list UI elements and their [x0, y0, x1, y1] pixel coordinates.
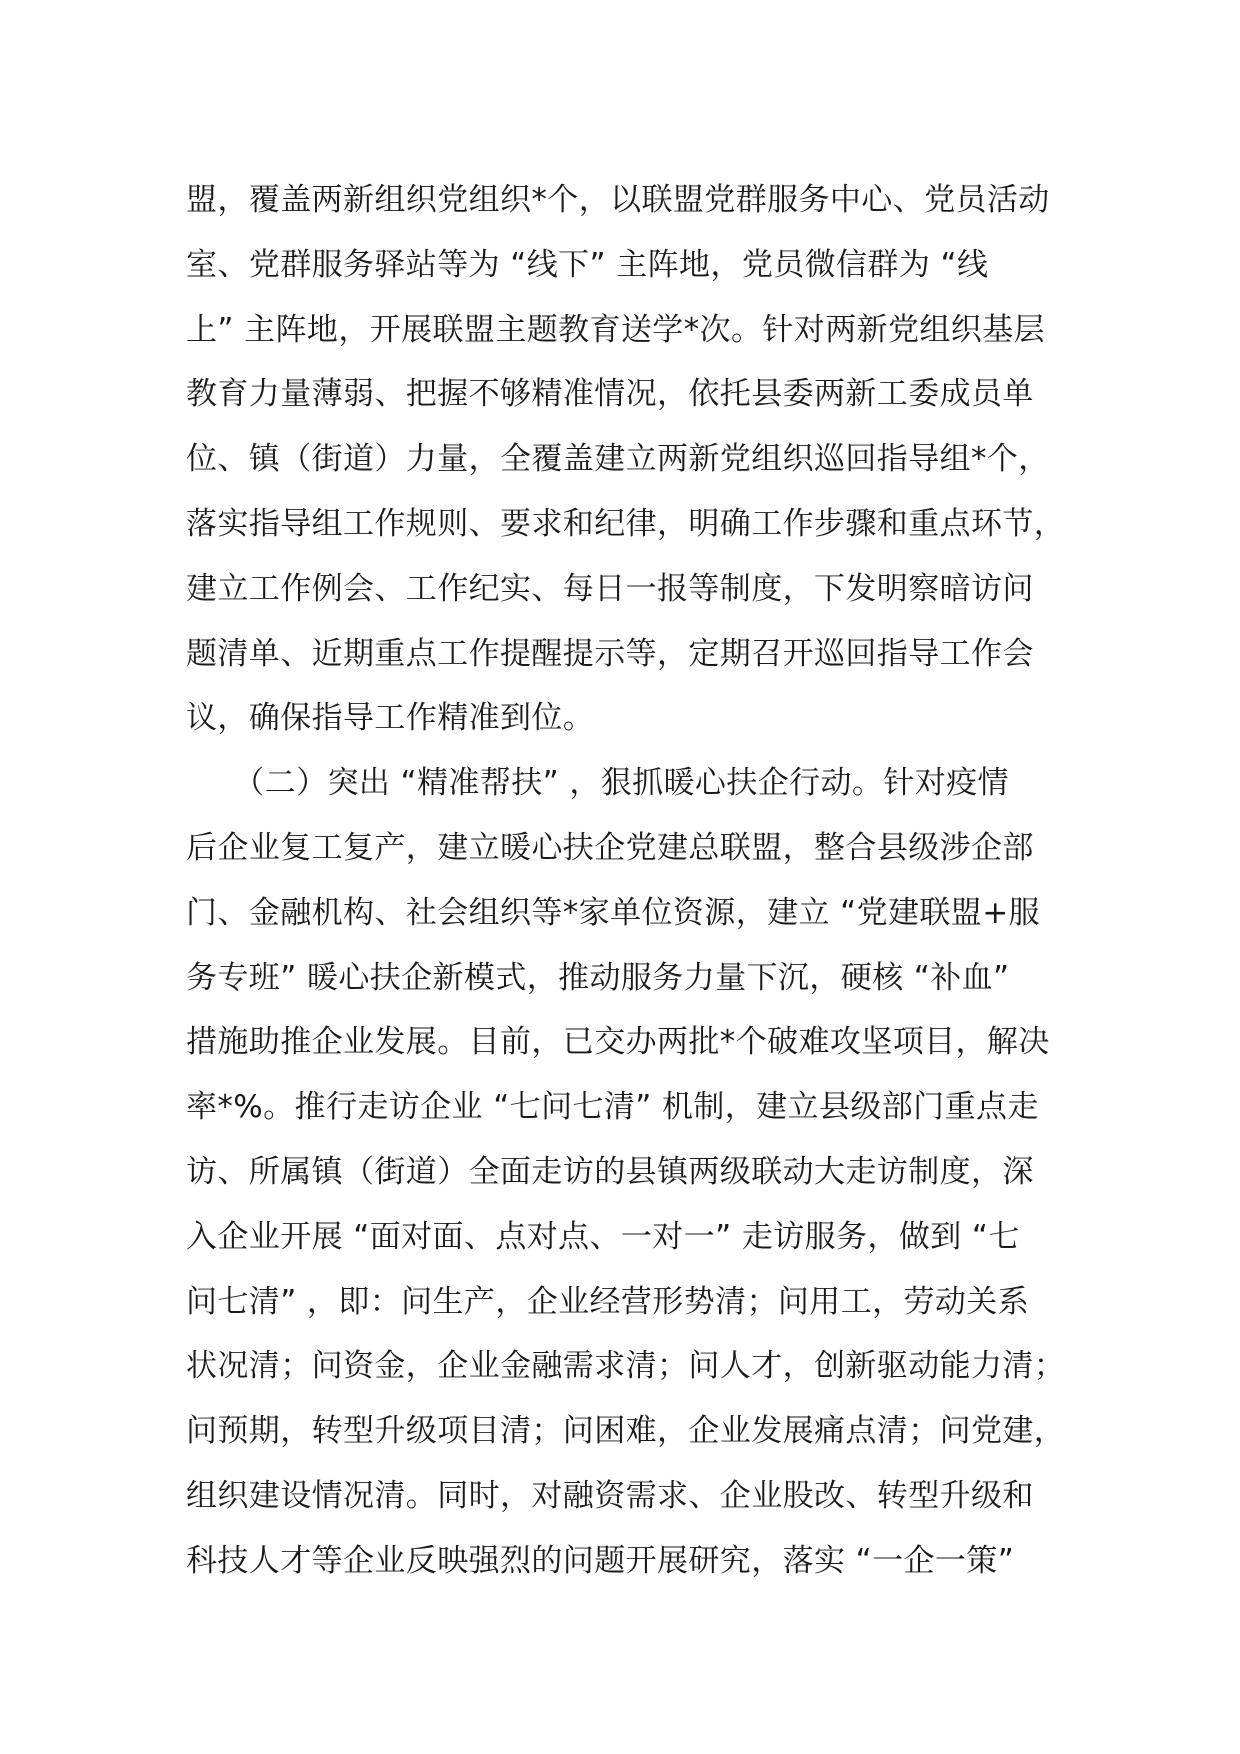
text-line: 入企业开展 “面对面、点对点、一对一” 走访服务，做到 “七 [186, 1218, 1020, 1255]
text-line: 盟，覆盖两新组织党组织*个，以联盟党群服务中心、党员活动 [186, 182, 1050, 218]
text-line: 措施助推企业发展。目前，已交办两批*个破难攻坚项目，解决 [186, 1024, 1050, 1061]
text-line: 组织建设情况清。同时，对融资需求、企业股改、转型升级和 [186, 1477, 1034, 1514]
text-line: 访、所属镇（街道）全面走访的县镇两级联动大走访制度，深 [186, 1153, 1034, 1190]
text-line: 位、镇（街道）力量，全覆盖建立两新党组织巡回指导组*个， [186, 441, 1050, 478]
text-line: 题清单、近期重点工作提醒提示等，定期召开巡回指导工作会 [186, 635, 1034, 672]
text-line: 问预期，转型升级项目清；问困难，企业发展痛点清；问党建， [186, 1413, 1066, 1450]
text-line: （二）突出 “精准帮扶” ，狠抓暖心扶企行动。针对疫情 [186, 765, 1009, 802]
text-line: 落实指导组工作规则、要求和纪律，明确工作步骤和重点环节， [186, 505, 1066, 542]
text-line: 室、党群服务驿站等为 “线下” 主阵地，党员微信群为 “线 [186, 246, 989, 283]
text-line: 上” 主阵地，开展联盟主题教育送学*次。针对两新党组织基层 [186, 311, 1046, 348]
text-line: 议，确保指导工作精准到位。 [186, 700, 595, 737]
text-line: 问七清” ，即：问生产，企业经营形势清；问用工，劳动关系 [186, 1283, 1030, 1320]
text-line: 率*%。推行走访企业 “七问七清” 机制，建立县级部门重点走 [186, 1089, 1039, 1126]
text-line: 后企业复工复产，建立暖心扶企党建总联盟，整合县级涉企部 [186, 829, 1034, 866]
body-text [186, 168, 1086, 1594]
text-line: 教育力量薄弱、把握不够精准情况，依托县委两新工委成员单 [186, 376, 1034, 413]
text-line: 门、金融机构、社会组织等*家单位资源，建立 “党建联盟+服 [186, 894, 1040, 931]
text-line: 建立工作例会、工作纪实、每日一报等制度，下发明察暗访问 [186, 570, 1034, 607]
text-line: 务专班” 暖心扶企新模式，推动服务力量下沉，硬核 “补血” [186, 959, 1010, 996]
text-line: 状况清；问资金，企业金融需求清；问人才，创新驱动能力清； [186, 1348, 1066, 1385]
text-line: 科技人才等企业反映强烈的问题开展研究，落实 “一企一策” [186, 1542, 1015, 1579]
